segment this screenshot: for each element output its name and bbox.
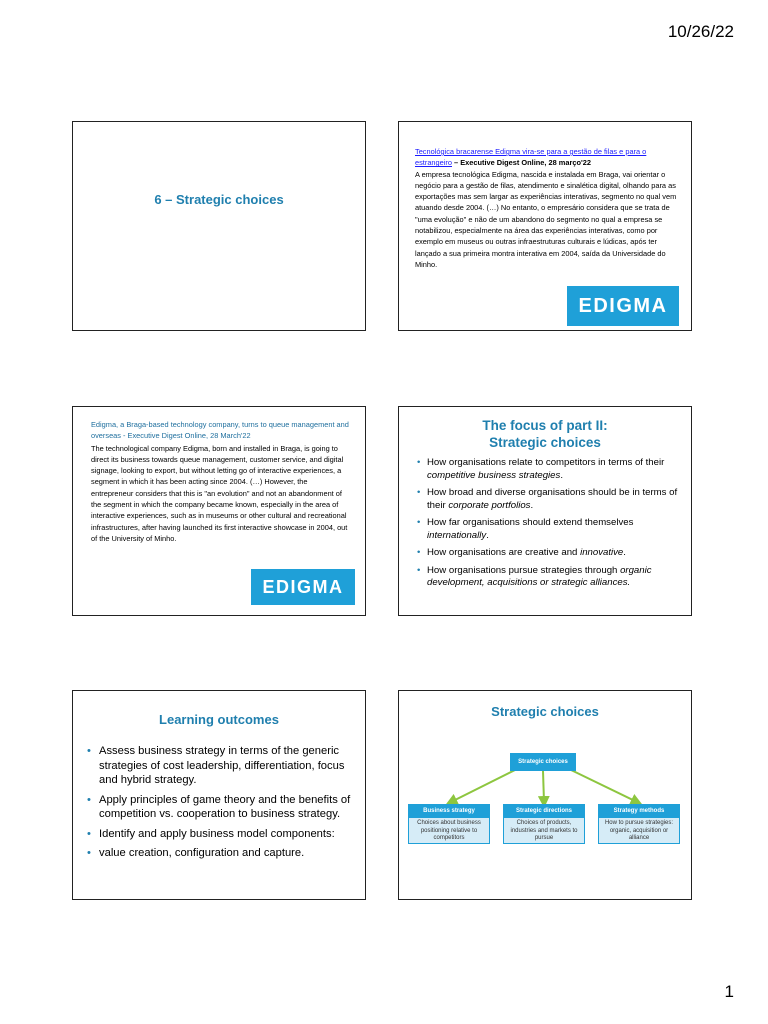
article-body: The technological company Edigma, born and installed in Braga, is going to direct its business towards queue management, customer service, and digital signage, looking to export, but without letting go of interactive experiences, a segment in which it has been acting since 2004. (…) However, the entrepreneur considers that this is "an evolution" and not an abandonment of the segment in which the company became known, especially in the area of interactive experiences, such as in museums or other cultural and recreational infrastructures, after having launched its first interactive showcase in 2004, out of the University of Minho. <box>91 443 348 543</box>
focus-list <box>399 457 691 590</box>
article-heading: Edigma, a Braga-based technology company, turns to queue management and overseas - Executive Digest Online, 28 March'22 <box>91 420 349 441</box>
slide-title: Strategic choices <box>491 704 599 719</box>
diagram-root-box: Strategic choices <box>510 753 576 771</box>
edigma-logo: EDIGMA <box>251 569 355 605</box>
slide-5 <box>72 690 366 900</box>
diagram-box-business-strategy <box>408 804 490 844</box>
article-source: – Executive Digest Online, 28 março'22 <box>451 158 591 168</box>
list-item: • How organisations pursue strategies through organic development, acquisitions or strategic alliances. <box>417 565 681 590</box>
diagram-box-strategy-methods <box>598 804 680 844</box>
arrow-left <box>451 769 517 802</box>
title-line-1: The focus of part II: <box>482 418 608 433</box>
box-description: How to pursue strategies: organic, acquisition or alliance <box>604 820 674 841</box>
print-date: 10/26/22 <box>667 22 734 41</box>
box-heading: Strategy methods <box>599 805 679 818</box>
box-description: Choices of products, industries and markets to pursue <box>510 820 578 841</box>
arrow-right <box>569 769 637 802</box>
slide-3 <box>72 406 366 616</box>
list-item: • How organisations relate to competitors in terms of their competitive business strategies. <box>417 457 681 482</box>
box-description: Choices about business positioning relative to competitors <box>417 820 481 841</box>
slide-title: 6 – Strategic choices <box>154 192 284 207</box>
title-line-2: Strategic choices <box>489 435 601 450</box>
list-item: • Assess business strategy in terms of the generic strategies of cost leadership, differentiation, focus and hybrid strategy. <box>87 744 355 788</box>
list-item: • Apply principles of game theory and the benefits of competition vs. cooperation to business strategy. <box>87 793 355 822</box>
box-heading: Strategic directions <box>504 805 584 818</box>
news-excerpt-pt <box>415 146 679 270</box>
slide-4 <box>398 406 692 616</box>
diagram-connectors <box>399 691 691 899</box>
learning-outcomes-list <box>73 744 365 861</box>
edigma-logo: EDIGMA <box>567 286 679 326</box>
diagram-box-strategic-directions <box>503 804 585 844</box>
news-excerpt-en <box>91 419 351 544</box>
list-item: • Identify and apply business model components: <box>87 827 355 842</box>
list-item: • value creation, configuration and capture. <box>87 846 355 861</box>
slide-2 <box>398 121 692 331</box>
page-number: 1 <box>724 982 734 1001</box>
slide-title: Learning outcomes <box>159 712 279 727</box>
slide-6 <box>398 690 692 900</box>
arrow-center <box>543 771 544 802</box>
slide-1 <box>72 121 366 331</box>
article-body: A empresa tecnológica Edigma, nascida e instalada em Braga, vai orientar o negócio para a gestão de filas, atendimento e sinalética digital, olhando para as exportações mas sem largar as experiências interativas, segmento no qual vem atuando desde 2004. (…) No entanto, o empresário considera que se trata de "uma evolução" e não de um abandono do segmento no qual a empresa se notabilizou, especialmente na área das experiências interativas, como por exemplo em museus ou outras infraestruturas culturais e lúdicas, após ter lançado a sua primeira montra interativa em 2004, saída da Universidade do Minho. <box>415 169 677 269</box>
list-item: • How broad and diverse organisations should be in terms of their corporate portfolios. <box>417 487 681 512</box>
article-link[interactable]: Tecnológica bracarense Edigma vira-se para a gestão de filas e para o estrangeiro <box>415 147 647 168</box>
list-item: • How far organisations should extend themselves internationally. <box>417 517 681 542</box>
box-heading: Business strategy <box>409 805 489 818</box>
list-item: • How organisations are creative and innovative. <box>417 547 681 560</box>
slide-title <box>399 417 691 451</box>
